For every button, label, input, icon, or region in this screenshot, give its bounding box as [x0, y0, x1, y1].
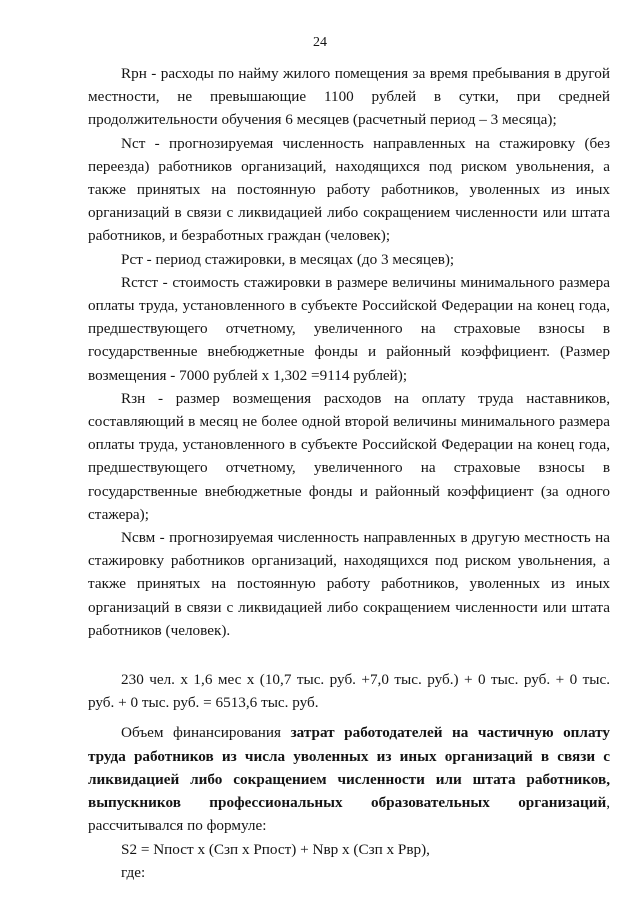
definition-rzn: Rзн - размер возмещения расходов на оплату труда наставников, составляющий в месяц не более одной второй величины минимального размера оплаты труда, установленного в субъекте Российской Федерации на конец года, предшествующего отчетному, увеличенного на страховые взносы в государственные внебюджетные фонды и районный коэффициент (за одного стажера); [88, 389, 610, 523]
definition-pst: Рст - период стажировки, в месяцах (до 3 месяцев); [121, 250, 455, 268]
definition-nst: Nст - прогнозируемая численность направленных на стажировку (без переезда) работников организаций, находящихся под риском увольнения, а также принятых на постоянную работу работников, уволенных из иных организаций в связи с ликвидацией либо сокращением численности или штата работников, и безработных граждан (человек); [88, 134, 610, 245]
financing-lead: Объем финансирования [121, 724, 291, 742]
financing-tail: , рассчитывался по формуле: [88, 794, 610, 835]
calculation-line: 230 чел. х 1,6 мес х (10,7 тыс. руб. +7,0 тыс. руб.) + 0 тыс. руб. + 0 тыс. руб. + 0 тыс. руб. = 6513,6 тыс. руб. [88, 671, 610, 712]
document-body [88, 62, 610, 884]
definition-rpn: Rрн - расходы по найму жилого помещения за время пребывания в другой местности, не превышающие 1100 рублей в сутки, при средней продолжительности обучения 6 месяцев (расчетный период – 3 месяца); [88, 65, 610, 129]
definition-nsvm: Nсвм - прогнозируемая численность направленных в другую местность на стажировку работников организаций, находящихся под риском увольнения, а также принятых на постоянную работу работников, уволенных из иных организаций в связи с ликвидацией либо сокращением численности или штата работников (человек). [88, 529, 610, 639]
where-label: где: [121, 863, 146, 881]
page-number: 24 [313, 35, 327, 50]
definition-rstst: Rстст - стоимость стажировки в размере величины минимального размера оплаты труда, установленного в субъекте Российской Федерации на конец года, предшествующего отчетному, увеличенного на страховые взносы в государственные внебюджетные фонды и районный коэффициент. (Размер возмещения - 7000 рублей х 1,302 =9114 рублей); [88, 273, 610, 384]
financing-bold-text: затрат работодателей на частичную оплату труда работников из числа уволенных из иных организаций в связи с ликвидацией либо сокращением численности или штата работников, выпускников профессиональных образовательных организаций [88, 724, 610, 812]
formula-s2: S2 = Nпост х (Сзп х Рпост) + Nвр х (Сзп х Рвр), [121, 840, 430, 858]
financing-paragraph [88, 721, 610, 837]
